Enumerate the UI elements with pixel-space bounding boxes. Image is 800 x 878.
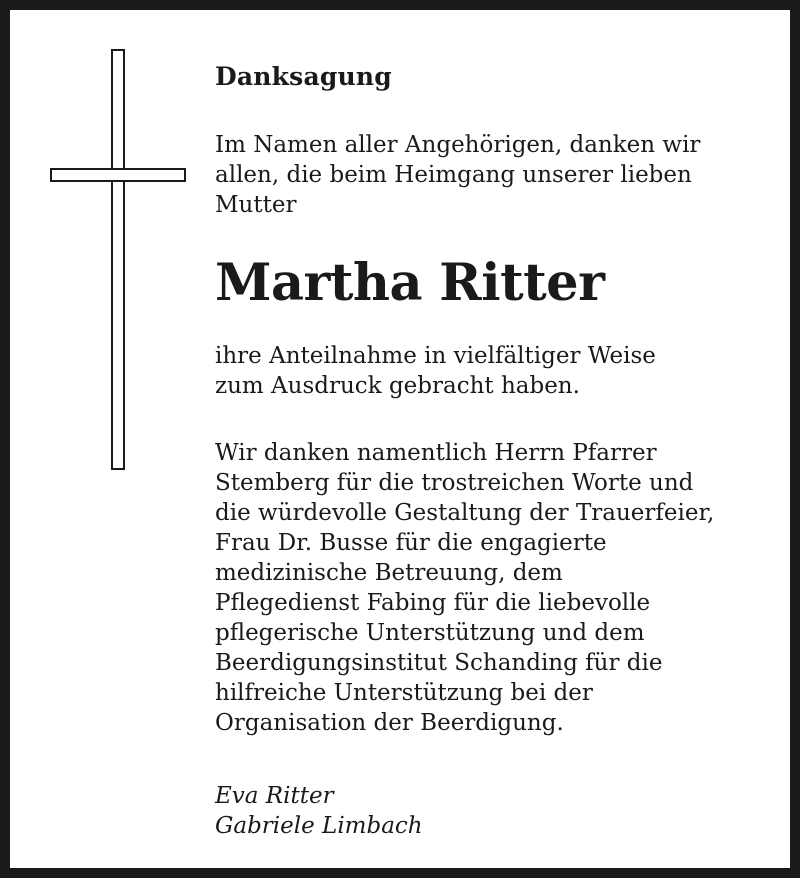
text-line: Beerdigungsinstitut Schanding für die	[215, 650, 663, 676]
deceased-name: Martha Ritter	[215, 253, 605, 313]
text-line: Pflegedienst Fabing für die liebevolle	[215, 590, 651, 616]
text-line: Mutter	[215, 192, 297, 218]
text-line: Wir danken namentlich Herrn Pfarrer	[215, 440, 657, 466]
text-line: allen, die beim Heimgang unserer lieben	[215, 162, 692, 188]
text-line: pflegerische Unterstützung und dem	[215, 620, 645, 646]
text-line: zum Ausdruck gebracht haben.	[215, 373, 580, 399]
text-line: medizinische Betreuung, dem	[215, 560, 563, 586]
text-line: hilfreiche Unterstützung bei der	[215, 680, 593, 706]
thanks-paragraph	[215, 438, 714, 738]
signature-name: Gabriele Limbach	[215, 813, 423, 839]
text-line: Im Namen aller Angehörigen, danken wir	[215, 132, 701, 158]
text-line: ihre Anteilnahme in vielfältiger Weise	[215, 343, 656, 369]
condolence-paragraph	[215, 341, 656, 401]
notice-heading: Danksagung	[215, 62, 392, 91]
signature-name: Eva Ritter	[215, 783, 334, 809]
text-line: Frau Dr. Busse für die engagierte	[215, 530, 607, 556]
cross-icon	[50, 49, 186, 470]
text-line: die würdevolle Gestaltung der Trauerfeier,	[215, 500, 715, 526]
intro-paragraph	[215, 130, 700, 220]
text-line: Organisation der Beerdigung.	[215, 710, 564, 736]
text-line: Stemberg für die trostreichen Worte und	[215, 470, 694, 496]
signatures	[215, 781, 423, 841]
